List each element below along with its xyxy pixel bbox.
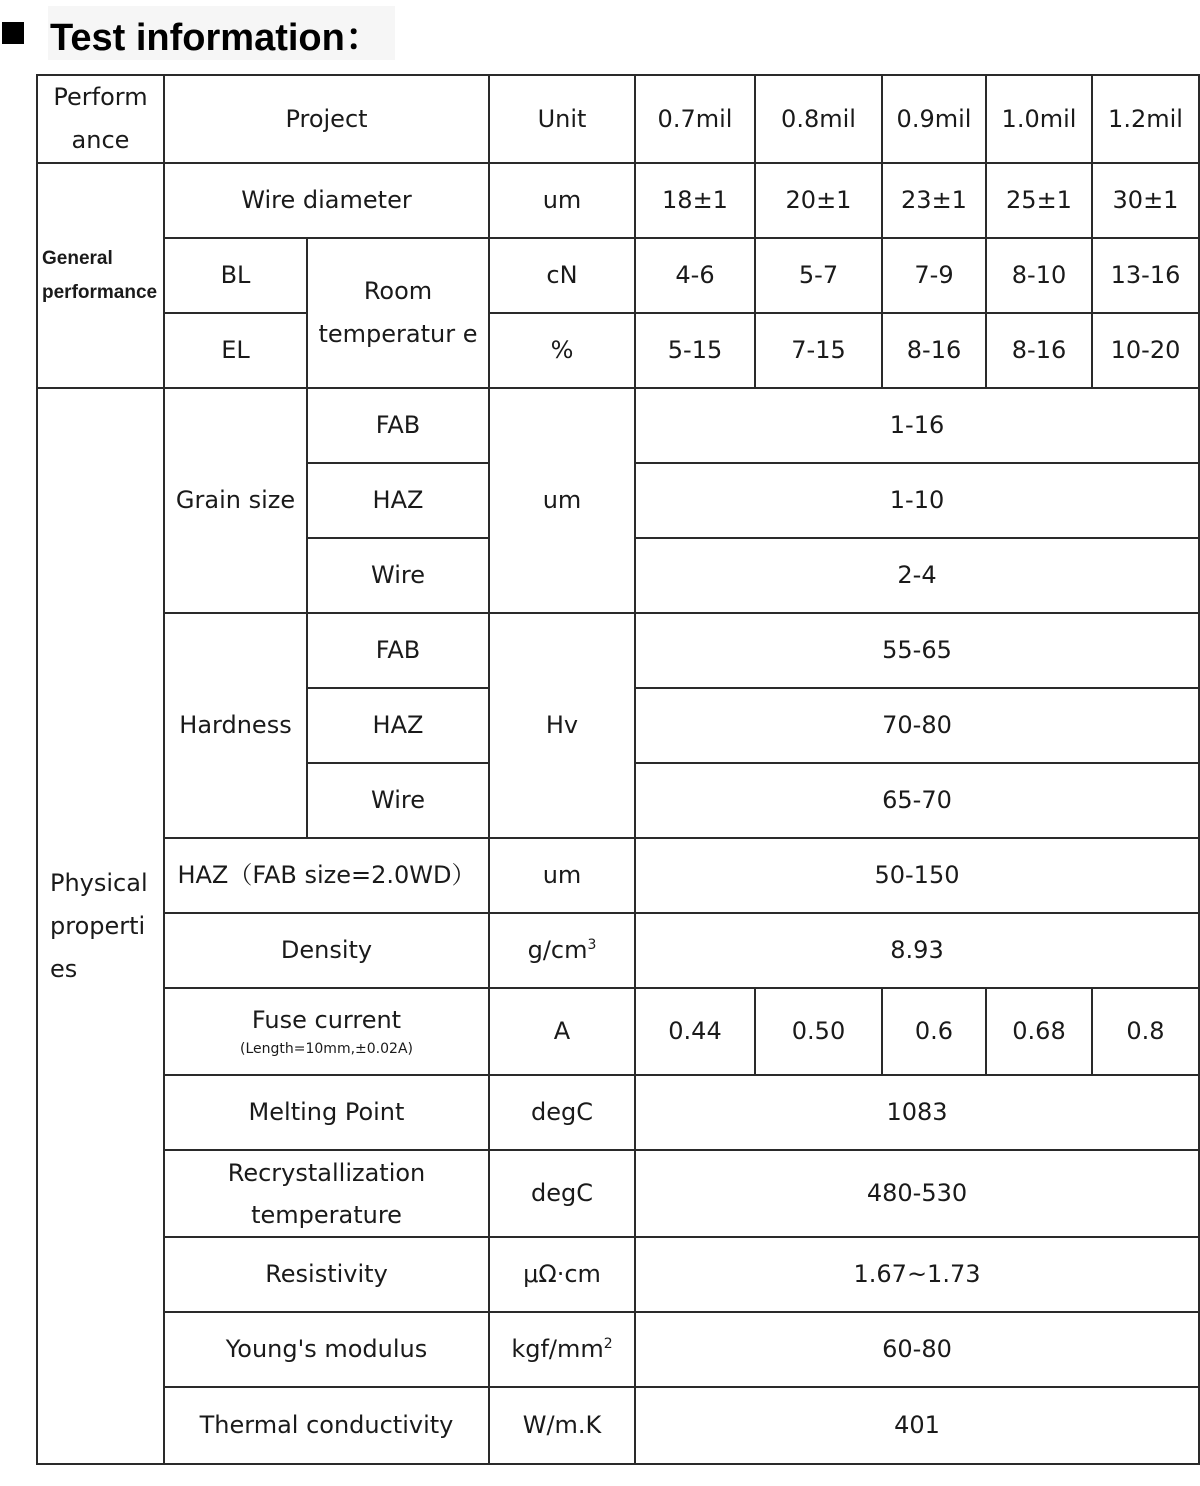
table-cell: 0.68 [986, 988, 1092, 1075]
table-row-hardness-fab [37, 613, 1199, 688]
table-row-thermal-conductivity [37, 1387, 1199, 1464]
square-bullet-icon [2, 22, 24, 44]
table-cell: 23±1 [882, 163, 986, 238]
section-physical-properties: Physical properti es [37, 388, 164, 1464]
table-row-density [37, 913, 1199, 988]
table-header-row [37, 75, 1199, 163]
table-cell: 60-80 [635, 1312, 1199, 1387]
table-cell: 30±1 [1092, 163, 1199, 238]
row-label: Wire [307, 538, 489, 613]
page-title: Test information： [50, 16, 383, 59]
row-label: BL [164, 238, 307, 313]
row-label: Density [164, 913, 489, 988]
row-label: FAB [307, 388, 489, 463]
row-unit: um [489, 838, 635, 913]
table-cell: 20±1 [755, 163, 882, 238]
table-cell: 8-16 [882, 313, 986, 388]
table-cell: 55-65 [635, 613, 1199, 688]
table-cell: 0.8 [1092, 988, 1199, 1075]
row-unit: Hv [489, 613, 635, 838]
table-cell: 0.44 [635, 988, 755, 1075]
row-label: Thermal conductivity [164, 1387, 489, 1464]
header-size: 0.7mil [635, 75, 755, 163]
row-unit: A [489, 988, 635, 1075]
table-cell: 1-10 [635, 463, 1199, 538]
table-cell: 70-80 [635, 688, 1199, 763]
table-row-recrystallization [37, 1150, 1199, 1237]
table-cell: 25±1 [986, 163, 1092, 238]
room-temperature-label: Room temperatur e [307, 238, 489, 388]
row-label: Recrystallization temperature [164, 1150, 489, 1237]
row-label: Melting Point [164, 1075, 489, 1150]
table-cell: 8.93 [635, 913, 1199, 988]
row-unit: um [489, 388, 635, 613]
row-unit: degC [489, 1075, 635, 1150]
row-unit [489, 1312, 635, 1387]
table-cell: 13-16 [1092, 238, 1199, 313]
table-cell: 10-20 [1092, 313, 1199, 388]
table-row-melting-point [37, 1075, 1199, 1150]
row-label: Resistivity [164, 1237, 489, 1312]
table-cell: 18±1 [635, 163, 755, 238]
table-row-haz-length [37, 838, 1199, 913]
table-row-el [37, 313, 1199, 388]
table-cell: 0.50 [755, 988, 882, 1075]
header-size: 1.2mil [1092, 75, 1199, 163]
row-label: Wire diameter [164, 163, 489, 238]
row-unit: W/m.K [489, 1387, 635, 1464]
row-label: HAZ [307, 463, 489, 538]
unit-base: g/cm [527, 936, 588, 964]
header-project: Project [164, 75, 489, 163]
section-heading [0, 6, 395, 60]
group-label-grain-size: Grain size [164, 388, 307, 613]
section-general-performance: General performance [37, 163, 164, 388]
title-background [48, 6, 395, 60]
table-cell: 1083 [635, 1075, 1199, 1150]
fuse-current-label: Fuse current [251, 1005, 402, 1034]
row-label: Young's modulus [164, 1312, 489, 1387]
table-cell: 2-4 [635, 538, 1199, 613]
table-cell: 4-6 [635, 238, 755, 313]
table-cell: 401 [635, 1387, 1199, 1464]
row-label: EL [164, 313, 307, 388]
row-label [164, 988, 489, 1075]
table-cell: 50-150 [635, 838, 1199, 913]
table-row-fuse-current [37, 988, 1199, 1075]
unit-superscript: 3 [587, 937, 597, 953]
table-row-wire-diameter [37, 163, 1199, 238]
group-label-hardness: Hardness [164, 613, 307, 838]
row-unit: cN [489, 238, 635, 313]
row-label: FAB [307, 613, 489, 688]
row-label: Wire [307, 763, 489, 838]
table-row-grain-fab [37, 388, 1199, 463]
table-cell: 480-530 [635, 1150, 1199, 1237]
row-unit: % [489, 313, 635, 388]
table-cell: 65-70 [635, 763, 1199, 838]
table-row-bl [37, 238, 1199, 313]
header-size: 1.0mil [986, 75, 1092, 163]
row-label: HAZ [307, 688, 489, 763]
header-size: 0.8mil [755, 75, 882, 163]
header-size: 0.9mil [882, 75, 986, 163]
table-cell: 1-16 [635, 388, 1199, 463]
spec-table [36, 74, 1200, 1465]
table-row-resistivity [37, 1237, 1199, 1312]
row-unit: μΩ·cm [489, 1237, 635, 1312]
table-cell: 0.6 [882, 988, 986, 1075]
table-cell: 1.67~1.73 [635, 1237, 1199, 1312]
row-unit: um [489, 163, 635, 238]
table-cell: 8-16 [986, 313, 1092, 388]
row-unit [489, 913, 635, 988]
table-cell: 5-7 [755, 238, 882, 313]
fuse-current-note: (Length=10mm,±0.02A) [240, 1040, 413, 1057]
table-cell: 7-9 [882, 238, 986, 313]
header-performance: Perform ance [37, 75, 164, 163]
unit-base: kgf/mm [511, 1335, 604, 1363]
table-row-youngs-modulus [37, 1312, 1199, 1387]
table-cell: 8-10 [986, 238, 1092, 313]
row-unit: degC [489, 1150, 635, 1237]
row-label: HAZ（FAB size=2.0WD） [164, 838, 489, 913]
table-cell: 5-15 [635, 313, 755, 388]
unit-superscript: 2 [603, 1336, 613, 1352]
header-unit: Unit [489, 75, 635, 163]
table-cell: 7-15 [755, 313, 882, 388]
